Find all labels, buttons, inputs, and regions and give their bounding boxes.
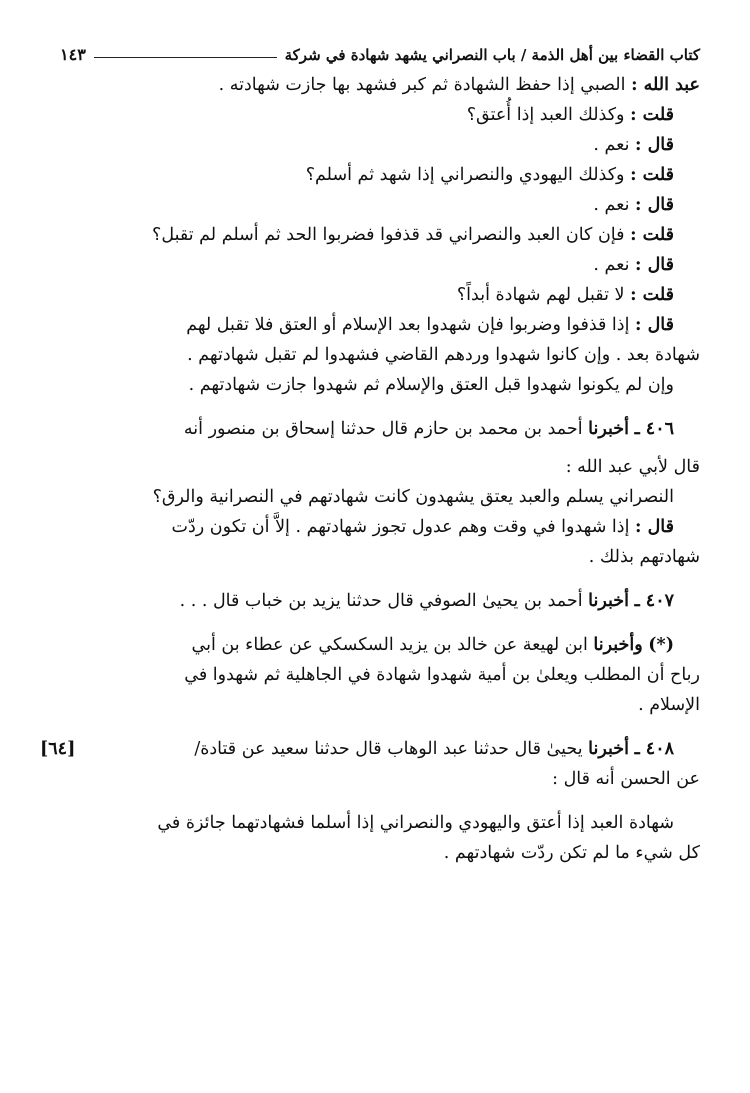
paragraph-text: الصبي إذا حفظ الشهادة ثم كبر فشهد بها جازت شهادته . — [218, 75, 626, 95]
spacer — [60, 400, 700, 414]
dialogue-line — [60, 220, 700, 250]
speaker-label: قلت : — [630, 105, 674, 125]
paragraph-opening — [60, 70, 700, 100]
hadith-lead: أخبرنا — [588, 739, 629, 759]
dialogue-text: نعم . — [593, 135, 630, 155]
speaker-label: قال : — [635, 517, 674, 537]
hadith-text: الإسلام . — [638, 695, 700, 715]
hadith-text: رباح أن المطلب ويعلىٰ بن أمية شهدوا شهادة في الجاهلية ثم شهدوا في — [184, 665, 700, 685]
speaker-label: قلت : — [630, 165, 674, 185]
speaker-label: عبد الله : — [631, 75, 700, 95]
dialogue-line — [60, 250, 700, 280]
spacer — [60, 616, 700, 630]
book-page — [40, 30, 700, 868]
dialogue-text: وكذلك العبد إذا أُعتق؟ — [466, 105, 625, 125]
hadith-lead: وأخبرنا — [593, 635, 643, 655]
hadith-406-heading — [60, 414, 700, 444]
hadith-text: قال لأبي عبد الله : — [565, 457, 700, 477]
hadith-408-heading — [40, 734, 700, 764]
footnote-mark: (*) — [648, 635, 674, 655]
hadith-text: أحمد بن يحيىٰ الصوفي قال حدثنا يزيد بن خباب قال . . . — [179, 591, 583, 611]
dialogue-line — [60, 130, 700, 160]
hadith-question: النصراني يسلم والعبد يعتق يشهدون كانت شهادتهم في النصرانية والرق؟ — [152, 487, 674, 507]
dialogue-continuation: وإن لم يكونوا شهدوا قبل العتق والإسلام ثم شهدوا جازت شهادتهم . — [188, 375, 674, 395]
page-number: ١٤٣ — [60, 45, 86, 64]
speaker-label: قال : — [635, 255, 674, 275]
hadith-number: ٤٠٨ ـ — [634, 739, 674, 759]
speaker-label: قال : — [635, 195, 674, 215]
header-rule — [94, 39, 277, 58]
dialogue-line — [60, 310, 700, 340]
spacer — [60, 720, 700, 734]
running-title: كتاب القضاء بين أهل الذمة / باب النصراني يشهد شهادة في شركة — [284, 46, 700, 64]
running-header — [60, 30, 700, 64]
dialogue-line — [60, 512, 700, 542]
dialogue-line — [60, 280, 700, 310]
hadith-lead: أخبرنا — [588, 591, 629, 611]
page-body — [40, 70, 700, 868]
hadith-number: ٤٠٦ ـ — [634, 419, 674, 439]
dialogue-continuation: شهادة بعد . وإن كانوا شهدوا وردهم القاضي فشهدوا لم تقبل شهادتهم . — [187, 345, 700, 365]
dialogue-text: فإن كان العبد والنصراني قد قذفوا فضربوا الحد ثم أسلم لم تقبل؟ — [152, 225, 625, 245]
hadith-text: يحيىٰ قال حدثنا عبد الوهاب قال حدثنا سعيد عن قتادة/ — [194, 739, 583, 759]
closing-text: شهادة العبد إذا أعتق واليهودي والنصراني إذا أسلما فشهادتهما جائزة في — [157, 813, 674, 833]
speaker-label: قال : — [635, 315, 674, 335]
speaker-label: قال : — [635, 135, 674, 155]
dialogue-line — [60, 160, 700, 190]
hadith-star-heading — [60, 630, 700, 660]
hadith-text: أحمد بن محمد بن حازم قال حدثنا إسحاق بن منصور أنه — [183, 419, 583, 439]
dialogue-line — [60, 100, 700, 130]
dialogue-text: لا تقبل لهم شهادة أبداً؟ — [456, 285, 625, 305]
dialogue-line — [60, 190, 700, 220]
closing-text: كل شيء ما لم تكن ردّت شهادتهم . — [443, 843, 700, 863]
spacer — [60, 572, 700, 586]
dialogue-continuation: شهادتهم بذلك . — [588, 547, 700, 567]
hadith-lead: أخبرنا — [588, 419, 629, 439]
hadith-text: ابن لهيعة عن خالد بن يزيد السكسكي عن عطاء بن أبي — [191, 635, 588, 655]
spacer — [60, 444, 700, 452]
dialogue-text: نعم . — [593, 195, 630, 215]
dialogue-text: إذا قذفوا وضربوا فإن شهدوا بعد الإسلام أو العتق فلا تقبل لهم — [186, 315, 630, 335]
speaker-label: قلت : — [630, 225, 674, 245]
dialogue-text: إذا شهدوا في وقت وهم عدول تجوز شهادتهم . إلاَّ أن تكون ردّت — [171, 517, 630, 537]
manuscript-folio-ref: [٦٤] — [40, 739, 76, 759]
dialogue-text: نعم . — [593, 255, 630, 275]
speaker-label: قلت : — [630, 285, 674, 305]
hadith-407-heading — [60, 586, 700, 616]
hadith-text: عن الحسن أنه قال : — [552, 769, 700, 789]
spacer — [60, 794, 700, 808]
dialogue-text: وكذلك اليهودي والنصراني إذا شهد ثم أسلم؟ — [305, 165, 625, 185]
hadith-number: ٤٠٧ ـ — [634, 591, 674, 611]
